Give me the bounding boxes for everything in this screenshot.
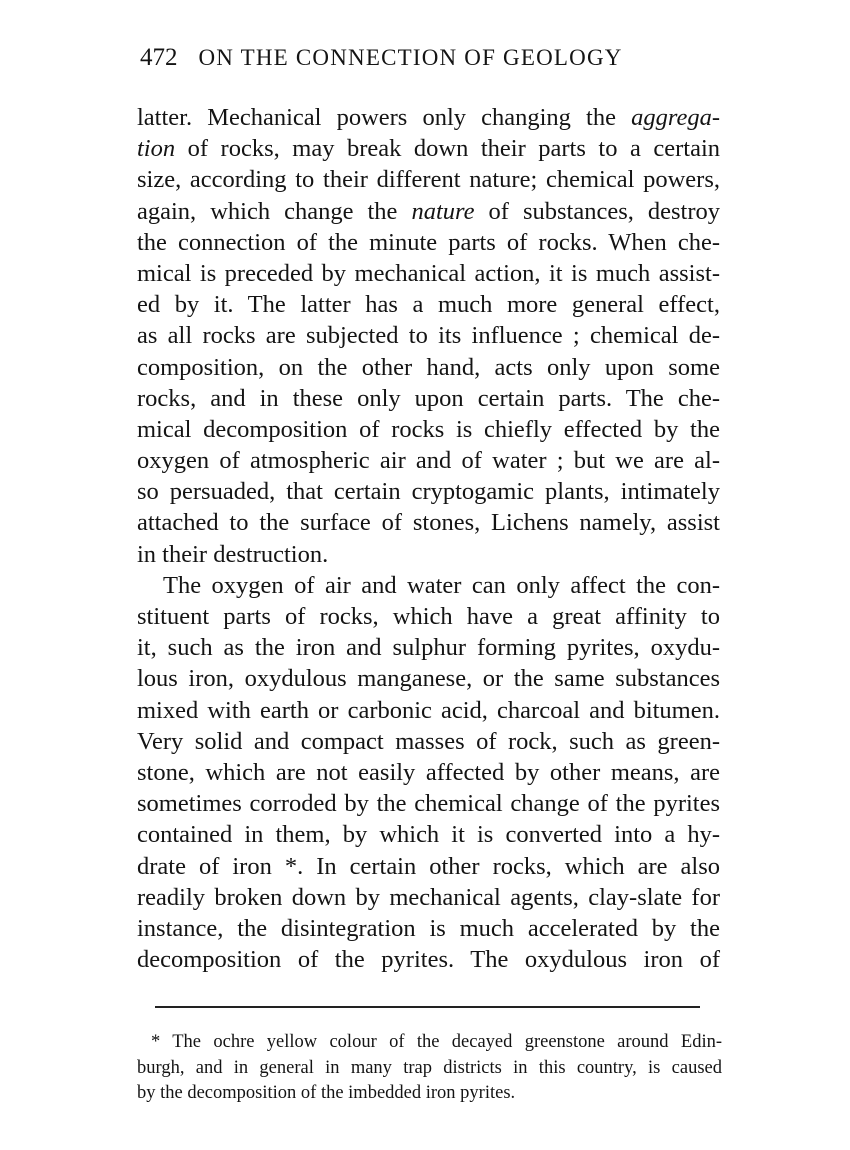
text-line: mical decomposition of rocks is chiefly effected by the — [137, 415, 720, 443]
paragraph-end-line: in their destruction. — [137, 540, 329, 568]
text-line: it, such as the iron and sulphur forming pyrites, oxydu- — [137, 634, 720, 662]
paragraph-start-line: The oxygen of air and water can only affect the con- — [163, 571, 720, 599]
text-line: the connection of the minute parts of rocks. When che- — [137, 228, 720, 256]
text-line: attached to the surface of stones, Lichens namely, assist — [137, 509, 720, 537]
text-line: lous iron, oxydulous manganese, or the same substances — [137, 665, 720, 693]
footnote-line: * The ochre yellow colour of the decayed greenstone around Edin- — [151, 1032, 722, 1052]
text-line: size, according to their different nature; chemical powers, — [137, 166, 720, 194]
text-line: mixed with earth or carbonic acid, charcoal and bitumen. — [137, 696, 720, 724]
footnote-line: burgh, and in general in many trap districts in this country, is caused — [137, 1057, 722, 1078]
running-title: ON THE CONNECTION OF GEOLOGY — [198, 45, 623, 70]
text-line: tion of rocks, may break down their parts to a certain — [137, 135, 720, 163]
text-line: ed by it. The latter has a much more general effect, — [137, 291, 720, 319]
text-line: oxygen of atmospheric air and of water ; but we are al- — [137, 447, 720, 475]
text-line: contained in them, by which it is converted into a hy- — [137, 821, 720, 849]
page-header — [140, 44, 740, 72]
text-line: as all rocks are subjected to its influence ; chemical de- — [137, 322, 720, 350]
text-line: readily broken down by mechanical agents, clay-slate for — [137, 883, 720, 911]
body-text — [137, 102, 720, 975]
text-line: stituent parts of rocks, which have a great affinity to — [137, 603, 720, 630]
text-line: latter. Mechanical powers only changing the aggrega- — [137, 104, 720, 131]
text-line: so persuaded, that certain cryptogamic plants, intimately — [137, 478, 720, 506]
text-line: drate of iron *. In certain other rocks, which are also — [137, 852, 720, 880]
text-line: composition, on the other hand, acts only upon some — [137, 353, 720, 381]
text-line: mical is preceded by mechanical action, it is much assist- — [137, 259, 720, 287]
text-line: decomposition of the pyrites. The oxydulous iron of — [137, 946, 720, 974]
text-line: Very solid and compact masses of rock, such as green- — [137, 727, 720, 755]
text-line: instance, the disintegration is much accelerated by the — [137, 914, 720, 942]
page-number: 472 — [140, 44, 178, 71]
text-line: stone, which are not easily affected by other means, are — [137, 758, 720, 786]
footnote-rule — [155, 1006, 700, 1008]
text-line: rocks, and in these only upon certain parts. The che- — [137, 384, 720, 412]
text-line: sometimes corroded by the chemical change of the pyrites — [137, 790, 720, 818]
footnote — [137, 1030, 722, 1107]
text-line: again, which change the nature of substances, destroy — [137, 197, 720, 225]
footnote-line: by the decomposition of the imbedded iron pyrites. — [137, 1083, 516, 1103]
